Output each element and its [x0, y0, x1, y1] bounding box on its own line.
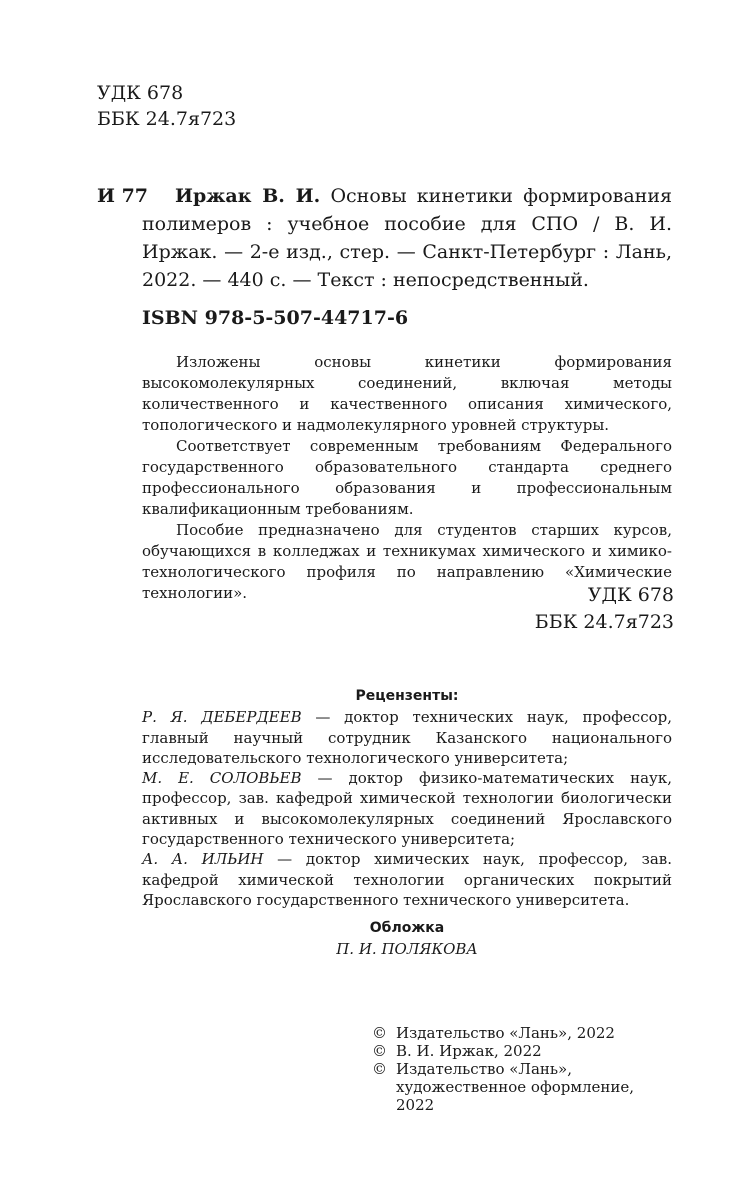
- annotation-paragraph-1: Изложены основы кинетики формирования высокомолекулярных соединений, включая методы количественного и качественного описания химического, топологического и надмолекулярного уровней структуры.: [142, 353, 672, 434]
- reviewer-name: Р. Я. ДЕБЕРДЕЕВ: [142, 708, 302, 727]
- reviewer-credentials: — доктор физико-математических наук, профессор, зав. кафедрой химической технологии биологически активных и высокомолекулярных соединений Ярославского государственного технического университета;: [142, 769, 672, 849]
- cover-title: Обложка: [369, 920, 445, 936]
- copyright-icon: ©: [372, 1024, 387, 1042]
- annotation-paragraph-3: Пособие предназначено для студентов старших курсов, обучающихся в колледжах и техникумах химического и химико-технологического профиля по направлению «Химические технологии».: [142, 521, 672, 602]
- reviewer-1: [142, 707, 672, 768]
- bibliographic-record: [142, 182, 672, 294]
- reviewer-3: [142, 849, 672, 910]
- annotation-paragraph-2: Соответствует современным требованиям Федерального государственного образовательного стандарта среднего профессионального образования и профессиональным квалификационным требованиям.: [142, 437, 672, 518]
- copyright-text: Издательство «Лань», художественное оформление, 2022: [396, 1060, 635, 1114]
- reviewers-title: Рецензенты:: [355, 688, 459, 704]
- reviewer-credentials: — доктор технических наук, профессор, главный научный сотрудник Казанского национального исследовательского технологического университета;: [142, 708, 672, 767]
- reviewer-credentials: — доктор химических наук, профессор, зав. кафедрой химической технологии органических покрытий Ярославского государственного технического университета.: [142, 850, 672, 909]
- copyright-text: Издательство «Лань», 2022: [396, 1024, 615, 1042]
- author-mark: И 77: [97, 185, 149, 207]
- udk-code-top: УДК 678: [97, 82, 184, 104]
- bbk-code-bottom: ББК 24.7я723: [534, 611, 674, 633]
- isbn: ISBN 978-5-507-44717-6: [142, 307, 409, 329]
- reviewer-2: [142, 768, 672, 849]
- copyright-icon: ©: [372, 1060, 387, 1078]
- reviewers-block: [142, 686, 672, 910]
- cover-credit: [142, 918, 672, 960]
- cover-designer: П. И. ПОЛЯКОВА: [336, 940, 478, 958]
- copyright-item: [372, 1060, 672, 1114]
- udk-code-bottom: УДК 678: [587, 584, 674, 606]
- copyright-item: [372, 1042, 672, 1060]
- annotation: [142, 352, 672, 604]
- copyright-icon: ©: [372, 1042, 387, 1060]
- copyright-item: [372, 1024, 672, 1042]
- reviewer-name: М. Е. СОЛОВЬЕВ: [142, 769, 302, 788]
- bibliographic-description: Основы кинетики формирования полимеров : учебное пособие для СПО / В. И. Иржак. — 2-е изд., стер. — Санкт-Петербург : Лань, 2022. — 440 с. — Текст : непосредственный.: [142, 185, 672, 291]
- reviewer-name: А. А. ИЛЬИН: [142, 850, 264, 869]
- top-classification-codes: [97, 80, 236, 132]
- copyright-notices: [372, 1024, 672, 1114]
- bottom-classification-codes: [535, 582, 674, 636]
- bibliographic-author: Иржак В. И.: [175, 185, 321, 207]
- copyright-text: В. И. Иржак, 2022: [396, 1042, 542, 1060]
- bbk-code-top: ББК 24.7я723: [97, 108, 237, 130]
